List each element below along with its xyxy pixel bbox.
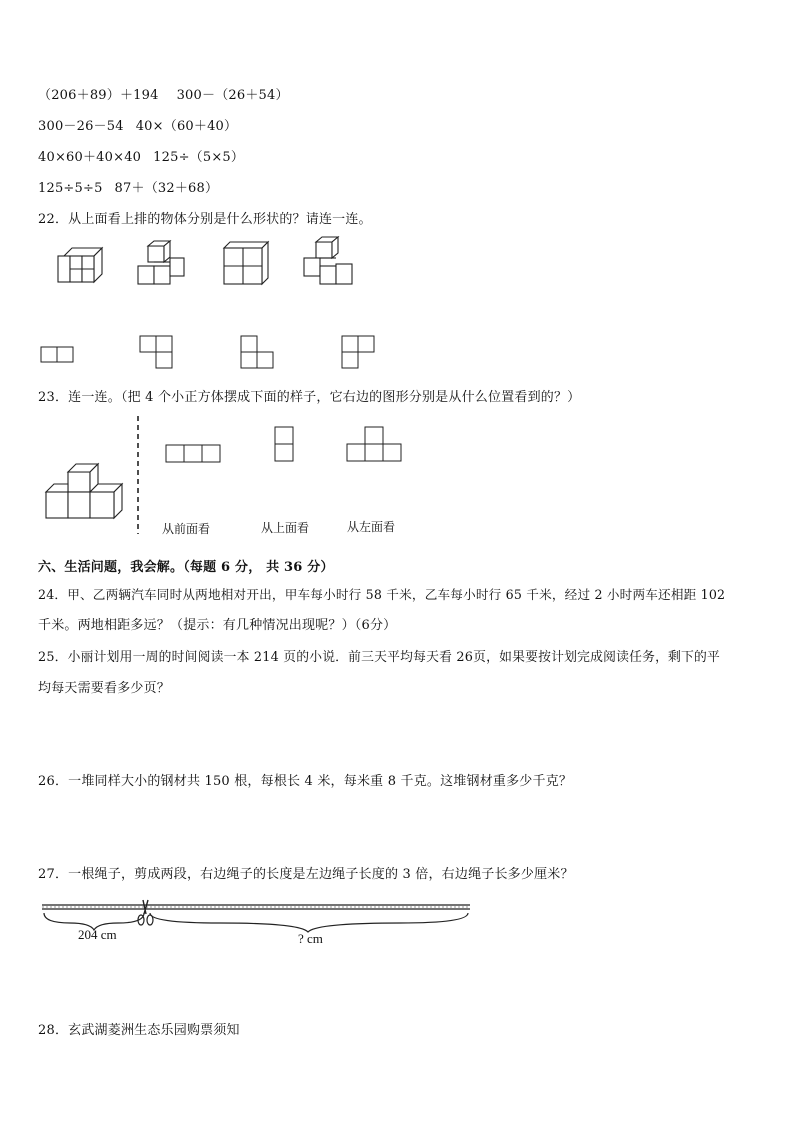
q22-object-4 <box>300 236 358 288</box>
question-27: 27．一根绳子，剪成两段，右边绳子的长度是左边绳子长度的 3 倍，右边绳子长多少厘米？ <box>38 867 574 882</box>
question-25-line-2: 均每天需要看多少页？ <box>38 681 171 696</box>
calc-row-4 <box>38 177 218 196</box>
question-24-line-1: 24．甲、乙两辆汽车同时从两地相对开出，甲车每小时行 58 千米，乙车每小时行 65 千米，经过 2 小时两车还相距 102 <box>38 587 726 602</box>
question-25-line-1: 25．小丽计划用一周的时间阅读一本 214 页的小说．前三天平均每天看 26页，如果要按计划完成阅读任务，剩下的平 <box>38 650 721 665</box>
question-24-line-2: 千米。两地相距多远？（提示：有几种情况出现呢？）（6分） <box>38 618 397 633</box>
caption-left: 从左面看 <box>347 520 396 534</box>
question-28: 28．玄武湖菱洲生态乐园购票须知 <box>38 1023 240 1038</box>
calc-row-2 <box>38 115 237 134</box>
calc-row-1 <box>38 84 289 103</box>
q23-view-left <box>346 426 404 464</box>
q22-object-3 <box>220 240 272 288</box>
q22-object-2 <box>136 240 188 288</box>
caption-front: 从前面看 <box>162 522 211 536</box>
caption-top: 从上面看 <box>261 521 310 535</box>
q22-view-4 <box>341 335 379 371</box>
expression: 87＋（32＋68） <box>114 181 219 196</box>
q22-view-1 <box>40 346 76 364</box>
q23-view-front <box>165 444 223 464</box>
q23-dashed-divider <box>136 416 140 536</box>
section-6-heading: 六、生活问题，我会解。（每题 6 分， 共 36 分） <box>38 560 334 575</box>
q27-rope-diagram <box>40 896 472 950</box>
q27-left-length-label: 204 cm <box>78 927 117 942</box>
expression: 40×60＋40×40 <box>38 150 142 165</box>
expression: （206＋89）＋194 <box>38 88 159 103</box>
expression: 300－26－54 <box>38 119 124 134</box>
q22-view-3 <box>240 335 278 371</box>
question-26: 26．一堆同样大小的钢材共 150 根，每根长 4 米，每米重 8 千克。这堆钢材重多少千克？ <box>38 774 573 789</box>
expression: 125÷5÷5 <box>38 181 103 196</box>
calc-row-3 <box>38 146 244 165</box>
expression: 300－（26＋54） <box>176 88 289 103</box>
q23-cube-stack <box>44 462 126 524</box>
q27-right-length-label: ? cm <box>298 931 323 946</box>
question-23: 23．连一连。（把 4 个小正方体摆成下面的样子，它右边的图形分别是从什么位置看到的？） <box>38 390 581 405</box>
q22-view-2 <box>139 335 177 371</box>
expression: 40×（60＋40） <box>135 119 238 134</box>
expression: 125÷（5×5） <box>153 150 245 165</box>
q23-view-top <box>274 426 296 464</box>
question-22: 22．从上面看上排的物体分别是什么形状的？请连一连。 <box>38 212 372 227</box>
q22-object-1 <box>56 244 106 286</box>
